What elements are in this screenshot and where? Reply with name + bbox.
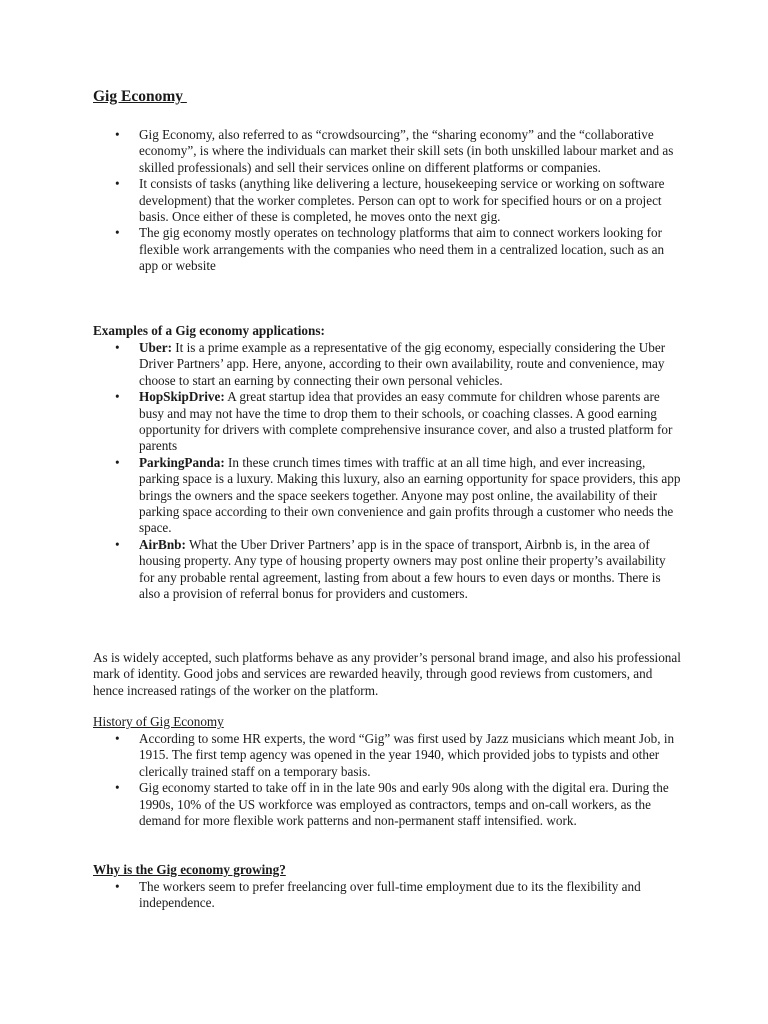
app-description: What the Uber Driver Partners’ app is in the space of transport, Airbnb is, in the area of housing property. Any type of housing property owners may post online their property’s availability for any probable rental agreement, lasting from about a few hours to even days or months. There is also a provision of referral bonus for providers and customers. (139, 536, 666, 602)
brand-paragraph: As is widely accepted, such platforms behave as any provider’s personal brand image, and also his professional mark of identity. Good jobs and services are rewarded heavily, through good reviews from customers, and hence increased ratings of the worker on the platform. (93, 650, 681, 698)
app-name: ParkingPanda: (139, 454, 225, 470)
app-description: A great startup idea that provides an easy commute for children whose parents are busy and may not have the time to drop them to their schools, or coaching classes. A good earning opportunity for drivers with complete comprehensive insurance cover, and also a trusted platform for parents (139, 389, 673, 454)
list-item (93, 537, 683, 603)
growing-bullet-list (93, 879, 683, 912)
list-item: • The gig economy mostly operates on technology platforms that aim to connect workers looking for flexible work arrangements with the companies who need them in a centralized location, such as an app or website (93, 225, 683, 274)
history-heading: History of Gig Economy (93, 714, 224, 729)
examples-heading: Examples of a Gig economy applications: (93, 323, 325, 338)
intro-bullet-list (93, 127, 683, 275)
list-item: • According to some HR experts, the word “Gig” was first used by Jazz musicians which meant Job, in 1915. The first temp agency was opened in the year 1940, which provided jobs to typists and other clerically trained staff on a temporary basis. (93, 731, 683, 780)
list-item: • The workers seem to prefer freelancing over full-time employment due to its the flexibility and independence. (93, 879, 683, 912)
list-item (93, 340, 683, 389)
history-bullet-list (93, 731, 683, 829)
app-name: Uber: (139, 340, 172, 355)
app-name: AirBnb: (139, 536, 186, 552)
page-title: Gig Economy (93, 88, 187, 105)
list-item: • Gig Economy, also referred to as “crowdsourcing”, the “sharing economy” and the “collaborative economy”, is where the individuals can market their skill sets (in both unskilled labour market and as skilled professionals) and sell their services online on different platforms or companies. (93, 127, 683, 176)
app-description: It is a prime example as a representative of the gig economy, especially considering the Uber Driver Partners’ app. Here, anyone, according to their own availability, route and convenience, may choose to start an earning by connecting their own personal vehicles. (139, 340, 666, 388)
list-item (93, 455, 683, 537)
app-description: In these crunch times times with traffic at an all time high, and ever increasing, parking space is a luxury. Making this luxury, also an earning opportunity for space providers, this app brings the owners and the space seekers together. Anyone may post online, the availability of their parking space according to their own convenience and gain profits through a customer who needs the space. (139, 454, 681, 536)
list-item (93, 389, 683, 455)
examples-bullet-list (93, 340, 683, 603)
app-name: HopSkipDrive: (139, 389, 225, 405)
growing-heading: Why is the Gig economy growing? (93, 862, 286, 877)
list-item: • Gig economy started to take off in in the late 90s and early 90s along with the digital era. During the 1990s, 10% of the US workforce was employed as contractors, temps and on-call workers, as the demand for more flexible work patterns and non-permanent staff intensified. work. (93, 780, 683, 829)
list-item: • It consists of tasks (anything like delivering a lecture, housekeeping service or working on software development) that the worker completes. Person can opt to work for specified hours or on a project basis. Once either of these is completed, he moves onto the next gig. (93, 176, 683, 225)
